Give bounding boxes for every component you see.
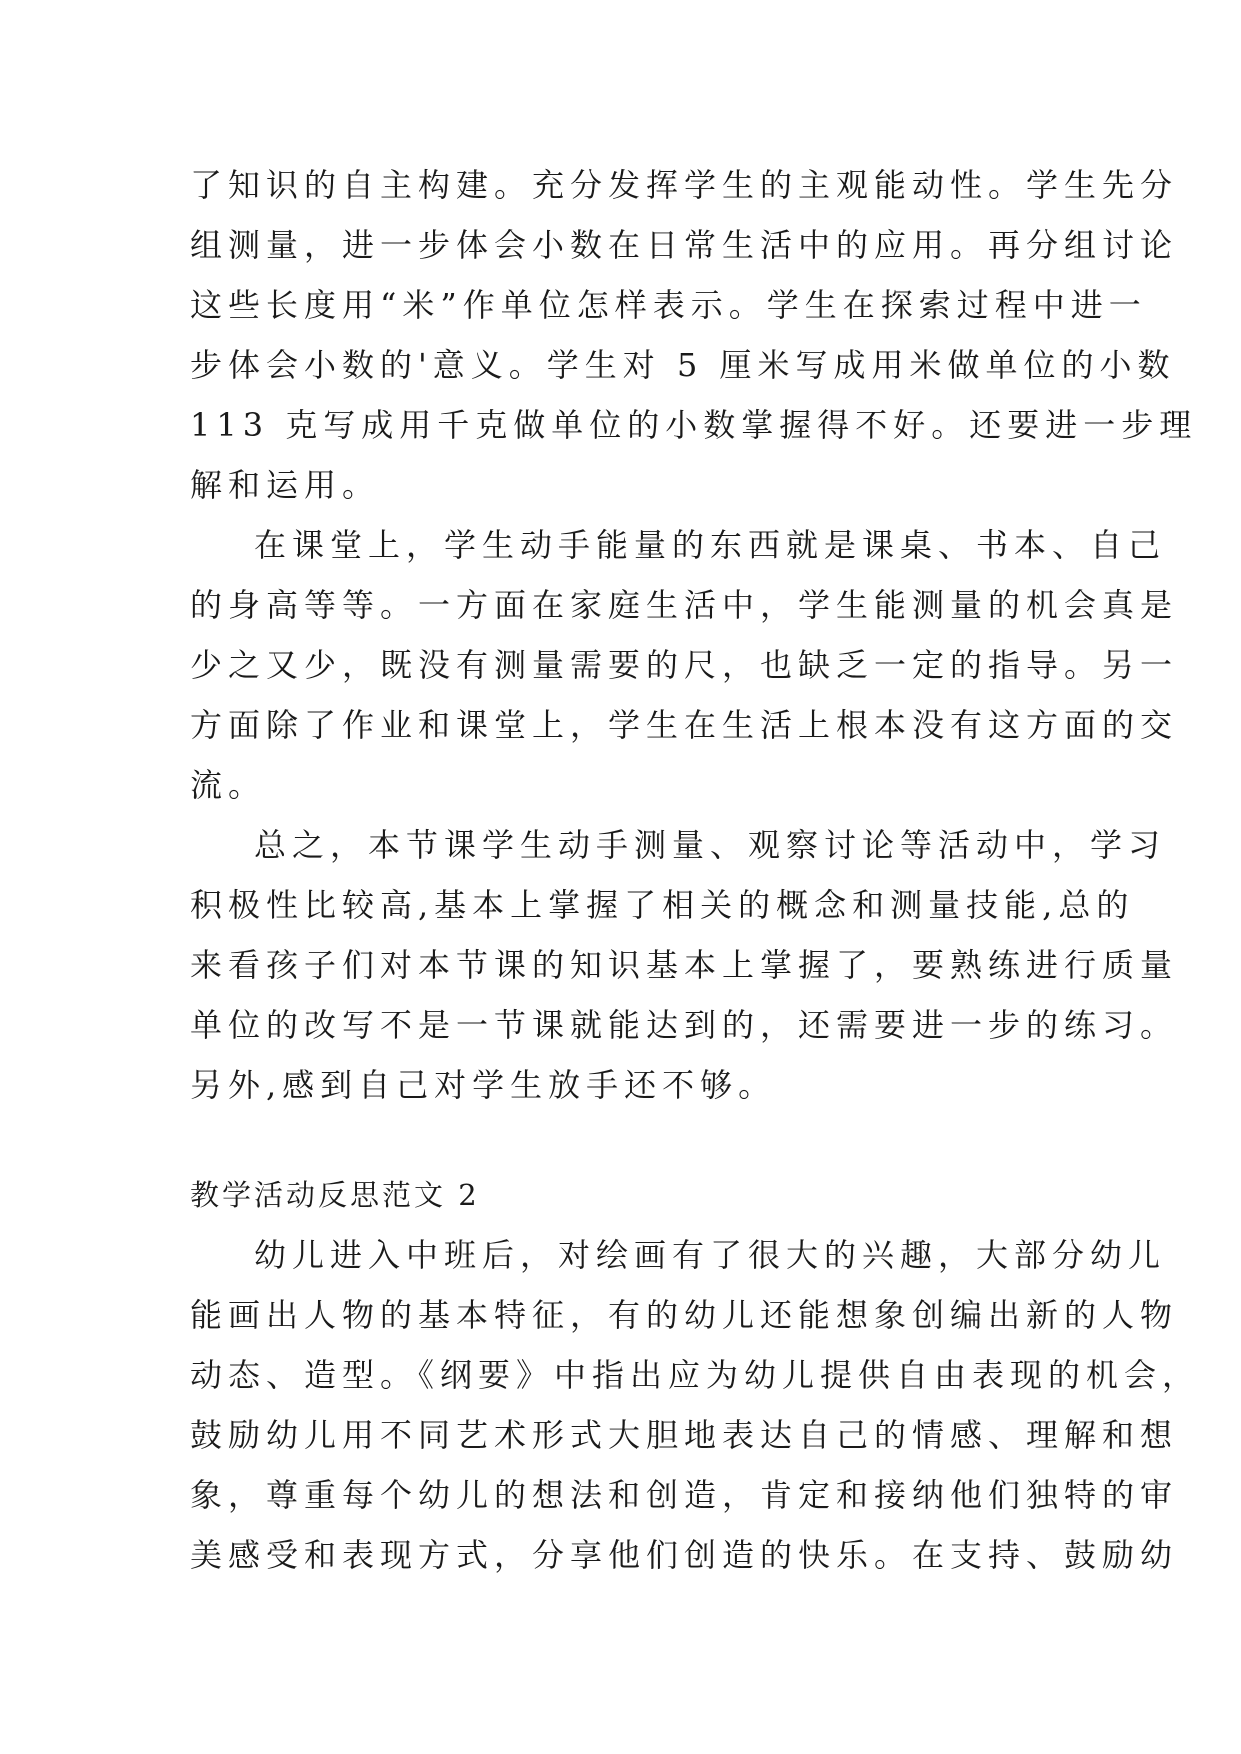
section-2-line-2: 能画出人物的基本特征，有的幼儿还能想象创编出新的人物	[190, 1296, 1179, 1334]
paragraph-1-line-1: 了知识的自主构建。充分发挥学生的主观能动性。学生先分	[190, 166, 1179, 204]
section-2-line-4: 鼓励幼儿用不同艺术形式大胆地表达自己的情感、理解和想	[190, 1416, 1179, 1454]
paragraph-2-line-2: 的身高等等。一方面在家庭生活中，学生能测量的机会真是	[190, 586, 1179, 624]
paragraph-1-line-2: 组测量，进一步体会小数在日常生活中的应用。再分组讨论	[190, 226, 1179, 264]
paragraph-1-line-3: 这些长度用“米”作单位怎样表示。学生在探索过程中进一	[190, 286, 1147, 324]
section-2-line-6: 美感受和表现方式，分享他们创造的快乐。在支持、鼓励幼	[190, 1536, 1179, 1574]
paragraph-2-line-1: 在课堂上，学生动手能量的东西就是课桌、书本、自己	[254, 526, 1167, 564]
paragraph-3-line-4: 单位的改写不是一节课就能达到的，还需要进一步的练习。	[190, 1006, 1179, 1044]
section-2-line-1: 幼儿进入中班后，对绘画有了很大的兴趣，大部分幼儿	[254, 1236, 1167, 1274]
paragraph-3-line-3: 来看孩子们对本节课的知识基本上掌握了，要熟练进行质量	[190, 946, 1179, 984]
paragraph-1-line-5: 113 克写成用千克做单位的小数掌握得不好。还要进一步理	[190, 406, 1198, 444]
paragraph-3-line-1: 总之，本节课学生动手测量、观察讨论等活动中，学习	[254, 826, 1167, 864]
paragraph-3-line-5: 另外,感到自己对学生放手还不够。	[190, 1066, 777, 1104]
paragraph-2-line-5: 流。	[190, 766, 267, 804]
section-2-line-3: 动态、造型。《纲要》中指出应为幼儿提供自由表现的机会，	[190, 1356, 1201, 1394]
paragraph-2-line-4: 方面除了作业和课堂上，学生在生活上根本没有这方面的交	[190, 706, 1179, 744]
paragraph-1-line-6: 解和运用。	[190, 466, 381, 504]
section-2-line-5: 象，尊重每个幼儿的想法和创造，肯定和接纳他们独特的审	[190, 1476, 1179, 1514]
section-2-heading: 教学活动反思范文 2	[190, 1178, 480, 1212]
paragraph-3-line-2: 积极性比较高,基本上掌握了相关的概念和测量技能,总的	[190, 886, 1135, 924]
paragraph-1-line-4: 步体会小数的'意义。学生对 5 厘米写成用米做单位的小数	[190, 346, 1176, 384]
paragraph-2-line-3: 少之又少，既没有测量需要的尺，也缺乏一定的指导。另一	[190, 646, 1179, 684]
